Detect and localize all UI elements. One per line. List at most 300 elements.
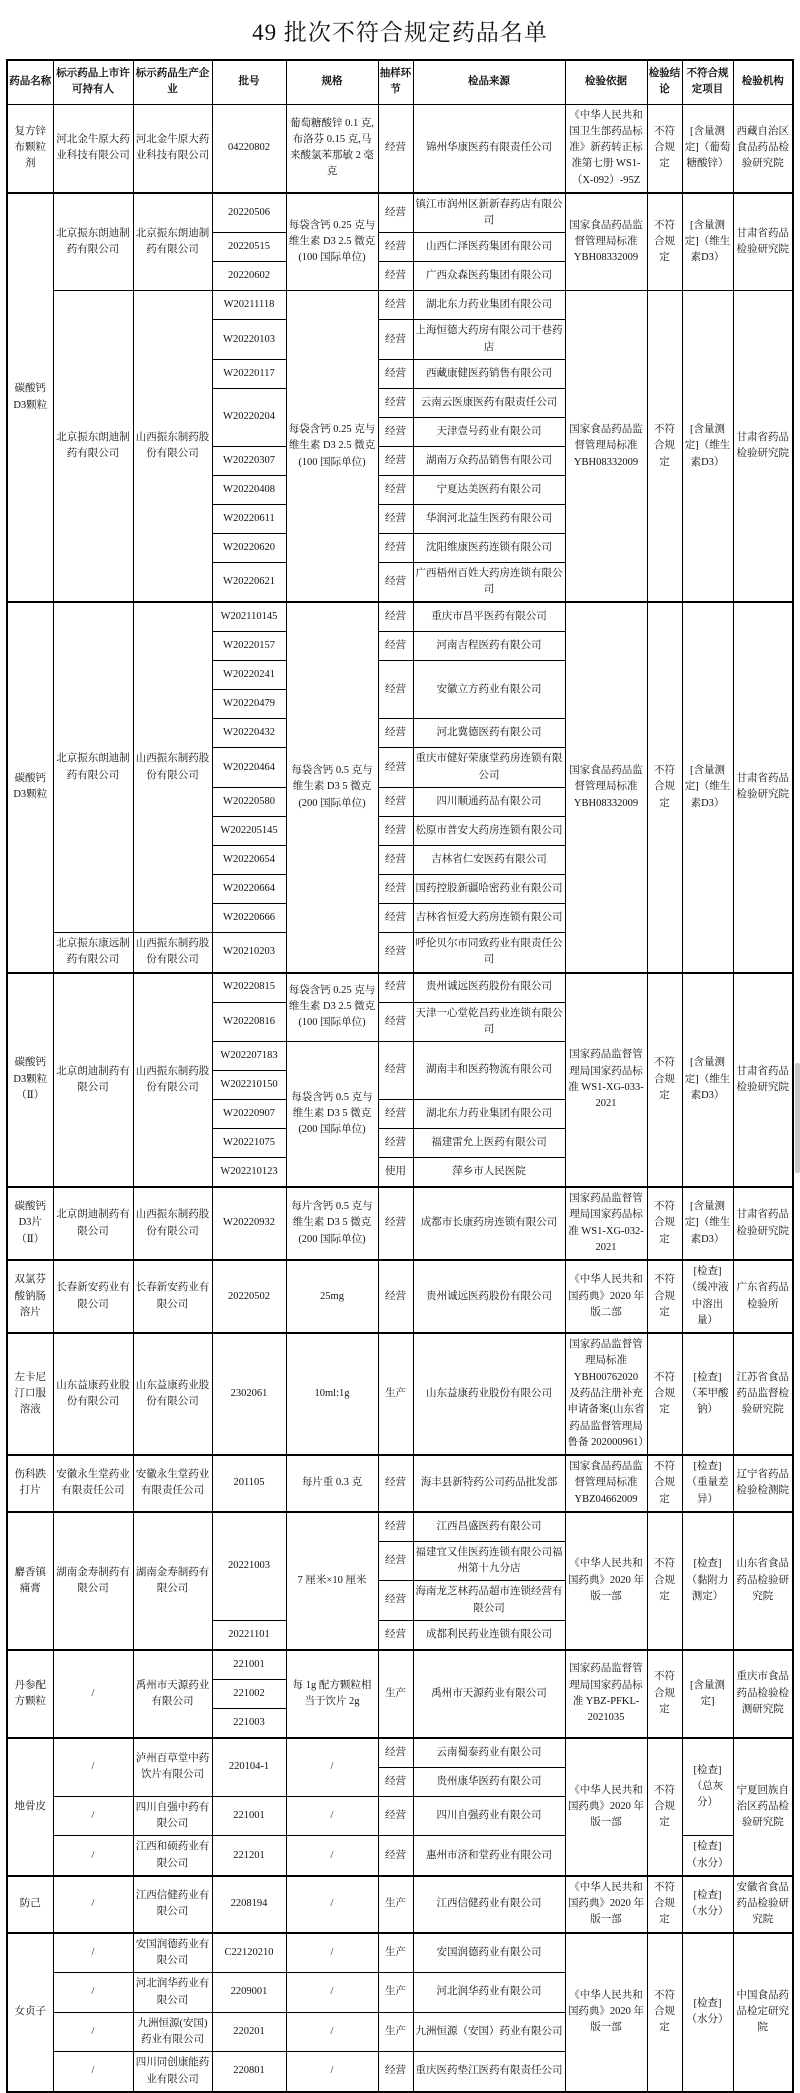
table-cell: W20220664 [212, 874, 286, 903]
table-cell: W202110145 [212, 602, 286, 632]
table-cell: 经营 [378, 104, 413, 193]
table-cell: 经营 [378, 1796, 413, 1836]
table-cell: W202210150 [212, 1071, 286, 1100]
table-cell: 江西信健药业有限公司 [133, 1876, 212, 1933]
noncompliant-drug-table [6, 59, 794, 2093]
table-cell: 经营 [378, 320, 413, 360]
table-cell: 江西和硕药业有限公司 [133, 1836, 212, 1876]
table-row [7, 602, 793, 632]
table-cell: 经营 [378, 562, 413, 602]
table-cell: 国家食品药品监督管理局标准 YBH08332009 [565, 291, 647, 603]
table-cell: 220104-1 [212, 1738, 286, 1797]
table-cell: 中国食品药品检定研究院 [733, 1933, 793, 2092]
table-cell: 每袋含钙 0.5 克与维生素 D3 5 微克(200 国际单位) [286, 1042, 378, 1188]
table-cell: 山西振东制药股份有限公司 [133, 932, 212, 972]
table-cell: 221003 [212, 1708, 286, 1738]
table-cell: W20221075 [212, 1129, 286, 1158]
table-cell: 生产 [378, 1973, 413, 2013]
table-cell: 葡萄糖酸锌 0.1 克,布洛芬 0.15 克,马来酸氯苯那敏 2 毫克 [286, 104, 378, 193]
table-cell: 安徽永生堂药业有限责任公司 [53, 1455, 133, 1512]
table-cell: 西藏康健医药销售有限公司 [413, 359, 565, 388]
table-cell: 7 厘米×10 厘米 [286, 1512, 378, 1650]
table-cell: / [53, 1933, 133, 1973]
table-cell: 经营 [378, 1260, 413, 1333]
table-cell: W20220816 [212, 1002, 286, 1042]
table-cell: 地骨皮 [7, 1738, 53, 1876]
table-cell: 201105 [212, 1455, 286, 1512]
table-cell: 呼伦贝尔市同致药业有限责任公司 [413, 932, 565, 972]
column-header: 标示药品上市许可持有人 [53, 60, 133, 104]
table-cell: 经营 [378, 1581, 413, 1621]
table-cell: / [286, 1836, 378, 1876]
table-cell: 江西昌盛医药有限公司 [413, 1512, 565, 1542]
scrollbar-thumb[interactable] [795, 1063, 800, 1173]
table-cell: 经营 [378, 262, 413, 291]
table-cell: 每片重 0.3 克 [286, 1455, 378, 1512]
table-cell: [含量测定]（维生素D3） [682, 1187, 733, 1260]
table-cell: 《中华人民共和国药典》2020 年版一部 [565, 1876, 647, 1933]
table-row [7, 1738, 793, 1768]
table-cell: 使用 [378, 1158, 413, 1188]
table-cell: 国家食品药品监督管理局标准 YBH08332009 [565, 193, 647, 291]
table-cell: [检查]（苯甲酸钠） [682, 1333, 733, 1455]
table-cell: W20220103 [212, 320, 286, 360]
table-cell: 20220515 [212, 233, 286, 262]
table-cell: 双氯芬酸钠肠溶片 [7, 1260, 53, 1333]
table-cell: 每袋含钙 0.5 克与维生素 D3 5 微克(200 国际单位) [286, 602, 378, 972]
table-cell: 海丰县新特药公司药品批发部 [413, 1455, 565, 1512]
table-cell: 河北润华药业有限公司 [133, 1973, 212, 2013]
column-header: 检品来源 [413, 60, 565, 104]
table-cell: 04220802 [212, 104, 286, 193]
table-cell: 不符合规定 [647, 1187, 682, 1260]
page-title: 49 批次不符合规定药品名单 [252, 20, 548, 45]
table-cell: W20220654 [212, 845, 286, 874]
table-cell: 锦州华康医药有限责任公司 [413, 104, 565, 193]
table-row [7, 1455, 793, 1512]
table-cell: 九洲恒源（安国）药业有限公司 [413, 2012, 565, 2052]
table-cell: 碳酸钙D3颗粒 [7, 193, 53, 603]
table-cell: W20220907 [212, 1100, 286, 1129]
column-header: 药品名称 [7, 60, 53, 104]
table-cell: 碳酸钙D3颗粒（Ⅱ） [7, 973, 53, 1188]
table-cell: 重庆市食品药品检验检测研究院 [733, 1650, 793, 1738]
table-cell: [含量测定]（维生素D3） [682, 193, 733, 291]
table-cell: 天津壹号药业有限公司 [413, 417, 565, 446]
column-header: 检验机构 [733, 60, 793, 104]
table-cell: 生产 [378, 1876, 413, 1933]
table-cell: 经营 [378, 233, 413, 262]
table-cell: [含量测定]（维生素D3） [682, 291, 733, 603]
table-cell: 经营 [378, 533, 413, 562]
table-cell: 长春新安药业有限公司 [53, 1260, 133, 1333]
table-cell: 广西众森医药集团有限公司 [413, 262, 565, 291]
table-cell: 每片含钙 0.5 克与维生素 D3 5 微克(200 国际单位) [286, 1187, 378, 1260]
table-cell: 每袋含钙 0.25 克与维生素 D3 2.5 微克(100 国际单位) [286, 973, 378, 1042]
table-cell: 四川自强药业有限公司 [413, 1796, 565, 1836]
table-cell: 安国润德药业有限公司 [133, 1933, 212, 1973]
table-cell: / [53, 2052, 133, 2092]
column-header: 不符合规定项目 [682, 60, 733, 104]
table-cell: W20220464 [212, 748, 286, 788]
table-cell: 不符合规定 [647, 193, 682, 291]
table-cell: 经营 [378, 845, 413, 874]
table-row [7, 291, 793, 320]
table-cell: 不符合规定 [647, 1876, 682, 1933]
table-cell: 20221003 [212, 1512, 286, 1621]
table-cell: 成都市长康药房连锁有限公司 [413, 1187, 565, 1260]
table-cell: [检查]（总灰分） [682, 1738, 733, 1836]
table-cell: 山西振东制药股份有限公司 [133, 602, 212, 932]
table-cell: 经营 [378, 504, 413, 533]
table-cell: 经营 [378, 748, 413, 788]
table-cell: 湖南丰和医药物流有限公司 [413, 1042, 565, 1100]
table-cell: 国家食品药品监督管理局标准 YBH08332009 [565, 602, 647, 972]
table-cell: 每 1g 配方颗粒相当于饮片 2g [286, 1650, 378, 1738]
table-cell: 生产 [378, 1933, 413, 1973]
table-cell: 安徽立方药业有限公司 [413, 661, 565, 719]
table-cell: 经营 [378, 932, 413, 972]
table-cell: 江苏省食品药品监督检验研究院 [733, 1333, 793, 1455]
table-cell: 经营 [378, 475, 413, 504]
table-cell: / [53, 1738, 133, 1797]
table-cell: 山西振东制药股份有限公司 [133, 973, 212, 1188]
table-row [7, 193, 793, 233]
table-cell: 不符合规定 [647, 1933, 682, 2092]
table-cell: / [286, 1876, 378, 1933]
table-cell: 四川同创康能药业有限公司 [133, 2052, 212, 2092]
table-cell: W20220479 [212, 690, 286, 719]
table-cell: / [53, 2012, 133, 2052]
table-row [7, 1187, 793, 1260]
table-cell: 泸州百草堂中药饮片有限公司 [133, 1738, 212, 1797]
table-cell: W20220408 [212, 475, 286, 504]
table-cell: 不符合规定 [647, 973, 682, 1188]
table-cell: 重庆市健好荣康堂药房连锁有限公司 [413, 748, 565, 788]
table-cell: 山东益康药业股份有限公司 [413, 1333, 565, 1455]
table-cell: W20220204 [212, 388, 286, 446]
table-cell: 《中华人民共和国卫生部药品标准》新药转正标准第七册 WS1-（X-092）-95Z [565, 104, 647, 193]
table-row [7, 1650, 793, 1680]
table-cell: 生产 [378, 1333, 413, 1455]
table-cell: 国家药品监督管理局国家药品标准 WS1-XG-032-2021 [565, 1187, 647, 1260]
table-cell: 左卡尼汀口服溶液 [7, 1333, 53, 1455]
table-cell: 国家药品监督管理局标准 YBH00762020 及药品注册补充申请备案(山东省药品监督管理局鲁备 202000961） [565, 1333, 647, 1455]
table-cell: 海南龙芝林药品超市连锁经营有限公司 [413, 1581, 565, 1621]
table-cell: 北京振东朗迪制药有限公司 [133, 193, 212, 291]
table-cell: 221201 [212, 1836, 286, 1876]
table-cell: 经营 [378, 973, 413, 1003]
table-cell: 经营 [378, 291, 413, 320]
table-cell: 国药控股新疆哈密药业有限公司 [413, 874, 565, 903]
table-cell: 经营 [378, 1541, 413, 1581]
table-cell: 萍乡市人民医院 [413, 1158, 565, 1188]
table-cell: 宁夏达美医药有限公司 [413, 475, 565, 504]
table-cell: W202210123 [212, 1158, 286, 1188]
table-header [7, 60, 793, 104]
table-cell: 河北润华药业有限公司 [413, 1973, 565, 2013]
table-cell: 山西振东制药股份有限公司 [133, 1187, 212, 1260]
table-cell: 福建宜又佳医药连锁有限公司福州第十九分店 [413, 1541, 565, 1581]
table-cell: 每袋含钙 0.25 克与维生素 D3 2.5 微克(100 国际单位) [286, 193, 378, 291]
table-cell: / [286, 2052, 378, 2092]
table-cell: 广西梧州百姓大药房连锁有限公司 [413, 562, 565, 602]
table-cell: 经营 [378, 1767, 413, 1796]
table-cell: 经营 [378, 1620, 413, 1650]
table-cell: W20220432 [212, 719, 286, 748]
table-cell: 甘肃省药品检验研究院 [733, 602, 793, 972]
table-cell: 经营 [378, 816, 413, 845]
table-cell: W20220157 [212, 632, 286, 661]
table-cell: 河北冀德医药有限公司 [413, 719, 565, 748]
table-cell: 经营 [378, 1042, 413, 1100]
table-cell: 经营 [378, 661, 413, 719]
table-cell: W20220932 [212, 1187, 286, 1260]
table-cell: 长春新安药业有限公司 [133, 1260, 212, 1333]
table-cell: W20210203 [212, 932, 286, 972]
table-cell: 吉林省恒爱大药房连锁有限公司 [413, 903, 565, 932]
table-cell: 湖南金寿制药有限公司 [53, 1512, 133, 1650]
table-cell: 北京振东朗迪制药有限公司 [53, 602, 133, 932]
table-cell: W202207183 [212, 1042, 286, 1071]
table-cell: W20220611 [212, 504, 286, 533]
table-cell: / [53, 1796, 133, 1836]
table-row [7, 104, 793, 193]
table-cell: 221002 [212, 1679, 286, 1708]
table-cell: 不符合规定 [647, 1455, 682, 1512]
table-cell: 《中华人民共和国药典》2020 年版一部 [565, 1933, 647, 2092]
table-cell: 经营 [378, 193, 413, 233]
table-cell: 经营 [378, 2052, 413, 2092]
table-row [7, 1876, 793, 1933]
table-cell: 贵州康华医药有限公司 [413, 1767, 565, 1796]
table-cell: 辽宁省药品检验检测院 [733, 1455, 793, 1512]
table-cell: 220201 [212, 2012, 286, 2052]
table-cell: 云南云医康医药有限责任公司 [413, 388, 565, 417]
table-cell: [含量测定] [682, 1650, 733, 1738]
table-cell: 上海恒德大药房有限公司干巷药店 [413, 320, 565, 360]
table-cell: 不符合规定 [647, 1650, 682, 1738]
table-cell: 北京朗迪制药有限公司 [53, 1187, 133, 1260]
table-cell: [含量测定]（维生素D3） [682, 973, 733, 1188]
table-body [7, 104, 793, 2092]
table-cell: 经营 [378, 787, 413, 816]
table-cell: 20220502 [212, 1260, 286, 1333]
table-cell: 西藏自治区食品药品检验研究院 [733, 104, 793, 193]
table-cell: C22120210 [212, 1933, 286, 1973]
column-header: 检验结论 [647, 60, 682, 104]
header-row [7, 60, 793, 104]
table-cell: 安徽省食品药品检验研究院 [733, 1876, 793, 1933]
table-cell: 湖北东力药业集团有限公司 [413, 1100, 565, 1129]
table-cell: 10ml:1g [286, 1333, 378, 1455]
table-cell: 不符合规定 [647, 602, 682, 972]
table-cell: 不符合规定 [647, 1333, 682, 1455]
table-cell: W202205145 [212, 816, 286, 845]
table-cell: 2208194 [212, 1876, 286, 1933]
column-header: 抽样环节 [378, 60, 413, 104]
table-cell: 经营 [378, 632, 413, 661]
table-cell: 20220602 [212, 262, 286, 291]
table-cell: 松原市普安大药房连锁有限公司 [413, 816, 565, 845]
table-cell: 甘肃省药品检验研究院 [733, 1187, 793, 1260]
table-cell: 九洲恒源(安国)药业有限公司 [133, 2012, 212, 2052]
table-cell: 北京振东朗迪制药有限公司 [53, 193, 133, 291]
table-cell: 经营 [378, 388, 413, 417]
table-cell: [检查]（水分） [682, 1876, 733, 1933]
table-cell: / [286, 2012, 378, 2052]
table-cell: 甘肃省药品检验研究院 [733, 973, 793, 1188]
table-cell: 碳酸钙D3颗粒 [7, 602, 53, 972]
table-cell: 经营 [378, 1738, 413, 1768]
table-cell: 福建雷允上医药有限公司 [413, 1129, 565, 1158]
table-cell: 经营 [378, 446, 413, 475]
table-cell: 经营 [378, 1187, 413, 1260]
table-row [7, 1933, 793, 1973]
table-cell: 经营 [378, 1512, 413, 1542]
table-cell: 贵州诚远医药股份有限公司 [413, 973, 565, 1003]
table-cell: 贵州诚远医药股份有限公司 [413, 1260, 565, 1333]
table-row [7, 1333, 793, 1455]
table-cell: 天津一心堂乾昌药业连锁有限公司 [413, 1002, 565, 1042]
table-cell: 甘肃省药品检验研究院 [733, 291, 793, 603]
table-cell: 重庆市昌平医药有限公司 [413, 602, 565, 632]
table-cell: / [53, 1973, 133, 2013]
table-cell: W20220580 [212, 787, 286, 816]
table-cell: 经营 [378, 1002, 413, 1042]
table-cell: 湖南金寿制药有限公司 [133, 1512, 212, 1650]
table-cell: 25mg [286, 1260, 378, 1333]
table-cell: 复方锌布颗粒剂 [7, 104, 53, 193]
table-cell: 重庆医药垫江医药有限责任公司 [413, 2052, 565, 2092]
table-cell: 禹州市天源药业有限公司 [413, 1650, 565, 1738]
table-cell: / [286, 1973, 378, 2013]
table-cell: 禹州市天源药业有限公司 [133, 1650, 212, 1738]
table-cell: 20220506 [212, 193, 286, 233]
table-cell: 《中华人民共和国药典》2020 年版一部 [565, 1512, 647, 1650]
table-cell: 山西振东制药股份有限公司 [133, 291, 212, 603]
table-cell: 镇江市润州区新新春药店有限公司 [413, 193, 565, 233]
table-cell: 河北金牛原大药业科技有限公司 [133, 104, 212, 193]
table-cell: 宁夏回族自治区药品检验研究院 [733, 1738, 793, 1876]
table-cell: 北京振东康远制药有限公司 [53, 932, 133, 972]
table-cell: [检查]（水分） [682, 1933, 733, 2092]
table-cell: 经营 [378, 1100, 413, 1129]
table-cell: / [286, 1738, 378, 1797]
table-cell: 碳酸钙D3片（Ⅱ） [7, 1187, 53, 1260]
table-cell: 不符合规定 [647, 104, 682, 193]
table-cell: 国家食品药品监督管理局标准 YBZ04662009 [565, 1455, 647, 1512]
table-cell: 防己 [7, 1876, 53, 1933]
table-cell: 20221101 [212, 1620, 286, 1650]
table-cell: 四川自强中药有限公司 [133, 1796, 212, 1836]
table-cell: / [286, 1796, 378, 1836]
table-cell: 经营 [378, 1836, 413, 1876]
table-cell: 北京朗迪制药有限公司 [53, 973, 133, 1188]
table-cell: 安国润德药业有限公司 [413, 1933, 565, 1973]
table-cell: [含量测定]（葡萄糖酸锌） [682, 104, 733, 193]
table-cell: 湖北东力药业集团有限公司 [413, 291, 565, 320]
table-cell: 安徽永生堂药业有限责任公司 [133, 1455, 212, 1512]
table-cell: 四川顺通药品有限公司 [413, 787, 565, 816]
table-cell: 经营 [378, 719, 413, 748]
table-cell: 《中华人民共和国药典》2020 年版一部 [565, 1738, 647, 1876]
table-cell: 2209001 [212, 1973, 286, 2013]
table-cell: 北京振东朗迪制药有限公司 [53, 291, 133, 603]
table-row [7, 1512, 793, 1542]
table-cell: 华润河北益生医药有限公司 [413, 504, 565, 533]
table-cell: 广东省药品检验所 [733, 1260, 793, 1333]
table-cell: 湖南万众药品销售有限公司 [413, 446, 565, 475]
table-cell: 221001 [212, 1796, 286, 1836]
table-cell: 不符合规定 [647, 291, 682, 603]
table-cell: 丹参配方颗粒 [7, 1650, 53, 1738]
table-cell: 国家药品监督管理局国家药品标准 WS1-XG-033-2021 [565, 973, 647, 1188]
table-cell: W20220307 [212, 446, 286, 475]
table-cell: / [53, 1650, 133, 1738]
table-cell: W20220241 [212, 661, 286, 690]
table-cell: 河北金牛原大药业科技有限公司 [53, 104, 133, 193]
table-cell: 云南蜀泰药业有限公司 [413, 1738, 565, 1768]
table-cell: 女贞子 [7, 1933, 53, 2092]
table-cell: / [53, 1876, 133, 1933]
table-cell: 惠州市济和堂药业有限公司 [413, 1836, 565, 1876]
table-cell: 沈阳维康医药连锁有限公司 [413, 533, 565, 562]
table-cell: W20220620 [212, 533, 286, 562]
table-cell: 经营 [378, 903, 413, 932]
table-cell: 221001 [212, 1650, 286, 1680]
table-cell: 经营 [378, 602, 413, 632]
table-cell: W20220815 [212, 973, 286, 1003]
table-cell: [检查]（缓冲液中溶出量） [682, 1260, 733, 1333]
table-cell: 《中华人民共和国药典》2020 年版二部 [565, 1260, 647, 1333]
table-cell: 伤科跌打片 [7, 1455, 53, 1512]
table-cell: W20220117 [212, 359, 286, 388]
table-row [7, 1260, 793, 1333]
column-header: 批号 [212, 60, 286, 104]
table-cell: [检查]（重量差异） [682, 1455, 733, 1512]
table-cell: 生产 [378, 2012, 413, 2052]
table-cell: 经营 [378, 1129, 413, 1158]
table-cell: 成都利民药业连锁有限公司 [413, 1620, 565, 1650]
table-cell: [检查]（水分） [682, 1836, 733, 1876]
table-cell: 山东益康药业股份有限公司 [133, 1333, 212, 1455]
table-cell: 220801 [212, 2052, 286, 2092]
table-cell: W20220666 [212, 903, 286, 932]
table-cell: W20220621 [212, 562, 286, 602]
table-cell: 经营 [378, 1455, 413, 1512]
table-cell: 2302061 [212, 1333, 286, 1455]
table-cell: / [286, 1933, 378, 1973]
table-cell: [含量测定]（维生素D3） [682, 602, 733, 972]
table-cell: 经营 [378, 417, 413, 446]
table-cell: 江西信健药业有限公司 [413, 1876, 565, 1933]
table-cell: 不符合规定 [647, 1512, 682, 1650]
table-cell: 河南吉程医药有限公司 [413, 632, 565, 661]
table-cell: 经营 [378, 874, 413, 903]
table-cell: 山东省食品药品检验研究院 [733, 1512, 793, 1650]
table-cell: 不符合规定 [647, 1260, 682, 1333]
table-cell: 甘肃省药品检验研究院 [733, 193, 793, 291]
table-cell: 国家药品监督管理局国家药品标准 YBZ-PFKL-2021035 [565, 1650, 647, 1738]
column-header: 检验依据 [565, 60, 647, 104]
table-cell: W20211118 [212, 291, 286, 320]
column-header: 规格 [286, 60, 378, 104]
table-cell: 吉林省仁安医药有限公司 [413, 845, 565, 874]
table-cell: 山东益康药业股份有限公司 [53, 1333, 133, 1455]
table-cell: 不符合规定 [647, 1738, 682, 1876]
table-cell: 每袋含钙 0.25 克与维生素 D3 2.5 微克(100 国际单位) [286, 291, 378, 603]
